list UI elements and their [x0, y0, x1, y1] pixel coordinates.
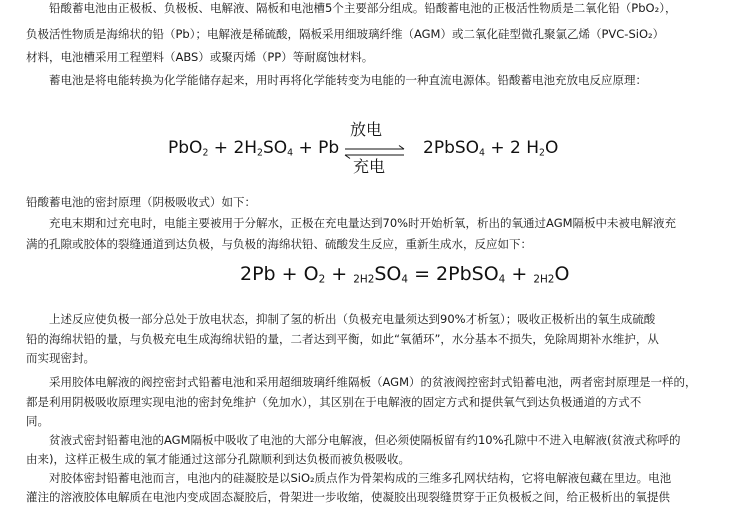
paragraph-gel-battery-cont	[26, 489, 726, 505]
text-line: 充电末期和过充电时，电能主要被用于分解水，正极在充电量达到70%时开始析氧，析出的氧通过AGM隔板中未被电解液充	[49, 216, 677, 230]
paragraph-oxygen-path	[26, 215, 749, 231]
text-line: 都是利用阴极吸收原理实现电池的密封免维护（免加水），其区别在于电解液的固定方式和提供氧气到达负极通道的方式不	[26, 395, 642, 409]
equation-left-side: $PbO_2 + 2H_2SO_4 + Pb$	[168, 138, 340, 159]
text-line: 材料，电池槽采用工程塑料（ABS）或聚丙烯（PP）等耐腐蚀材料。	[26, 50, 374, 64]
text-line: 由来)，这样正极生成的氧才能通过这部分孔隙顺利到达负极而被负极吸收。	[26, 452, 410, 466]
paragraph-oxygen-cycle-cont	[26, 331, 726, 347]
paragraph-oxygen-path-cont	[26, 236, 726, 252]
text-line: 而实现密封。	[26, 351, 95, 365]
text-line: 对胶体密封铅蓄电池而言，电池内的硅凝胶是以SiO₂质点作为骨架构成的三维多孔网状结构，它将电解液包藏在里边。电池	[49, 471, 672, 485]
text-line: 同。	[26, 414, 49, 428]
charge-discharge-equation	[0, 120, 750, 182]
discharge-label: 放电	[350, 120, 383, 139]
text-line: 上述反应使负极一部分总处于放电状态，抑制了氢的析出（负极充电量须达到90%才析氢）；吸收正极析出的氧生成硫酸	[49, 312, 656, 326]
text-line: 贫液式密封铅蓄电池的AGM隔板中吸收了电池的大部分电解液，但必须使隔板留有约10%孔隙中不进入电解液(贫液式称呼的	[49, 433, 681, 447]
charge-label: 充电	[353, 157, 386, 176]
paragraph-gel-battery	[26, 470, 749, 486]
text-line: 蓄电池是将电能转换为化学能储存起来，用时再将化学能转变为电能的一种直流电源体。铅酸蓄电池充放电反应原理：	[49, 73, 647, 87]
text-line: 灌注的溶液胶体电解质在电池内变成固态凝胶后，骨架进一步收缩，使凝胶出现裂缝贯穿于正负极板之间，给正极析出的氧提供	[26, 490, 670, 504]
paragraph-composition	[26, 0, 749, 16]
text-line: 铅的海绵状铅的量，与负极充电生成海绵状铅的量，二者达到平衡，如此“氧循环”，水分基本不损失，免除周期补水维护，从	[26, 332, 659, 346]
paragraph-agm-starved	[26, 432, 749, 448]
paragraph-principle	[26, 72, 749, 88]
paragraph-composition-cont	[26, 49, 726, 65]
paragraph-gel-vs-agm	[26, 374, 749, 390]
paragraph-oxygen-cycle-cont	[26, 350, 726, 366]
text-line: 采用胶体电解液的阀控密封式铅蓄电池和采用超细玻璃纤维隔板（AGM）的贫液阀控密封式铅蓄电池，两者密封原理是一样的，	[49, 375, 697, 389]
paragraph-sealing-principle	[26, 194, 726, 210]
equation-right-side: 2PbSO$_4$ + 2 $H_2O$	[423, 138, 559, 159]
paragraph-gel-vs-agm-cont	[26, 413, 726, 429]
paragraph-agm-starved-cont	[26, 451, 726, 467]
text-line: 铅酸蓄电池由正极板、负极板、电解液、隔板和电池槽5个主要部分组成。铅酸蓄电池的正极活性物质是二氧化铅（PbO₂），	[49, 1, 677, 15]
paragraph-composition-cont	[26, 26, 726, 42]
text-line: 铅酸蓄电池的密封原理（阴极吸收式）如下：	[26, 195, 256, 209]
text-line: 满的孔隙或胶体的裂缝通道到达负极，与负极的海绵状铅、硫酸发生反应，重新生成水，反应如下：	[26, 237, 532, 251]
text-line: 负极活性物质是海绵状的铅（Pb）；电解液是稀硫酸，隔板采用细玻璃纤维（AGM）或二氧化硅型微孔聚氯乙烯（PVC-SiO₂）	[26, 27, 665, 41]
paragraph-gel-vs-agm-cont	[26, 394, 726, 410]
oxygen-recombination-equation: $2Pb + O_2 + _{2H2}SO_4$ = 2PbSO$_4$ + $_{2H2}$O	[240, 263, 570, 286]
paragraph-oxygen-cycle	[26, 311, 749, 327]
